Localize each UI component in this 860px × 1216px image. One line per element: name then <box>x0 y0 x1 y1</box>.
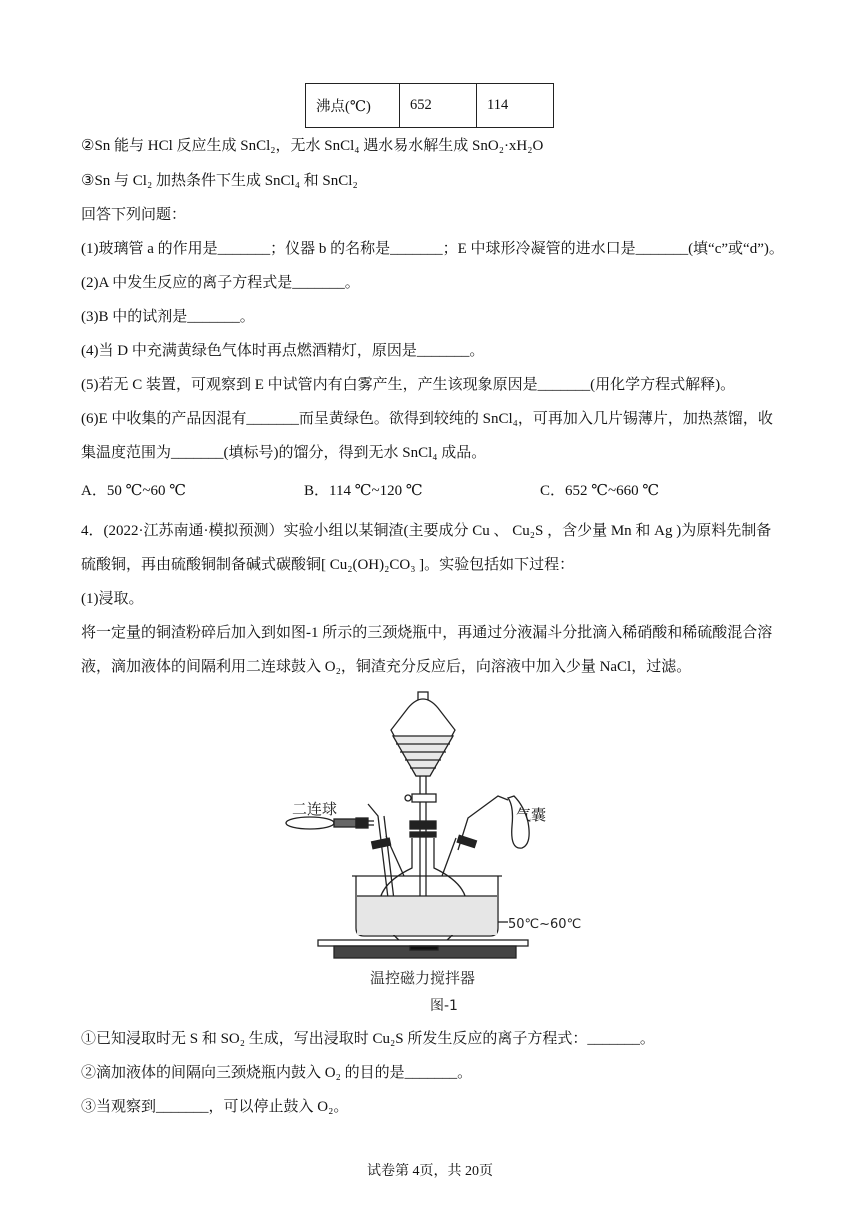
sub-question-1: ①已知浸取时无 S 和 SO₂ 生成，写出浸取时 Cu₂S 所发生反应的离子方程式：_______。 <box>81 1031 655 1047</box>
question-3: (3)B 中的试剂是_______。 <box>81 309 255 325</box>
question-6-line-2: 集温度范围为_______(填标号)的馏分，得到无水 SnCl₄ 成品。 <box>81 445 487 461</box>
question-2: (2)A 中发生反应的离子方程式是_______。 <box>81 275 360 291</box>
note-3: ③Sn 与 Cl₂ 加热条件下生成 SnCl₄ 和 SnCl₂ <box>81 173 358 189</box>
problem-4-line-1: 4．(2022·江苏南通·模拟预测）实验小组以某铜渣(主要成分 Cu 、 Cu₂S ，含少量 Mn 和 Ag )为原料先制备 <box>81 523 772 539</box>
temperature-label: 50℃~60℃ <box>508 917 582 932</box>
boiling-point-table <box>305 83 554 128</box>
note-2: ②Sn 能与 HCl 反应生成 SnCl₂，无水 SnCl₄ 遇水易水解生成 SnO₂·xH₂O <box>81 138 544 154</box>
table-value-cell: 114 <box>477 84 554 128</box>
page-footer: 试卷第 4页，共 20页 <box>367 1164 493 1179</box>
option-c: C．652 ℃~660 ℃ <box>540 483 660 499</box>
step-1-line-1: 将一定量的铜渣粉碎后加入到如图-1 所示的三颈烧瓶中，再通过分液漏斗分批滴入稀硝酸和稀硫酸混合溶 <box>81 625 773 641</box>
option-a: A．50 ℃~60 ℃ <box>81 483 187 499</box>
question-4: (4)当 D 中充满黄绿色气体时再点燃酒精灯，原因是_______。 <box>81 343 485 359</box>
double-bulb-label: 二连球 <box>292 800 338 818</box>
problem-4-line-2: 硫酸铜，再由硫酸铜制备碱式碳酸铜[ Cu₂(OH)₂CO₃ ]。实验包括如下过程： <box>81 557 575 573</box>
magnetic-stirrer-icon <box>318 940 528 958</box>
sub-question-3: ③当观察到_______，可以停止鼓入 O₂。 <box>81 1099 349 1115</box>
question-5: (5)若无 C 装置，可观察到 E 中试管内有白雾产生，产生该现象原因是_______(用化学方程式解释)。 <box>81 377 736 393</box>
question-1: (1)玻璃管 a 的作用是_______；仪器 b 的名称是_______；E 中球形冷凝管的进水口是_______(填“c”或“d”)。 <box>81 241 784 257</box>
separatory-funnel-icon <box>391 692 455 926</box>
figure-caption: 图-1 <box>430 998 458 1014</box>
sub-question-2: ②滴加液体的间隔向三颈烧瓶内鼓入 O₂ 的目的是_______。 <box>81 1065 473 1081</box>
table-label-cell: 沸点(℃) <box>306 84 400 128</box>
stirrer-label: 温控磁力搅拌器 <box>370 969 476 987</box>
step-1-line-2: 液，滴加液体的间隔利用二连球鼓入 O₂，铜渣充分反应后，向溶液中加入少量 NaCl，过滤。 <box>81 659 692 675</box>
step-1-title: (1)浸取。 <box>81 591 144 607</box>
water-bath-icon <box>352 876 508 936</box>
double-bulb-icon <box>286 817 374 829</box>
apparatus-figure <box>270 688 600 1020</box>
gas-bag-label: 气囊 <box>516 806 547 824</box>
answer-intro: 回答下列问题： <box>81 207 187 223</box>
table-value-cell: 652 <box>400 84 477 128</box>
question-6-line-1: (6)E 中收集的产品因混有_______而呈黄绿色。欲得到较纯的 SnCl₄，可再加入几片锡薄片，加热蒸馏，收 <box>81 411 773 427</box>
option-b: B．114 ℃~120 ℃ <box>304 483 423 499</box>
